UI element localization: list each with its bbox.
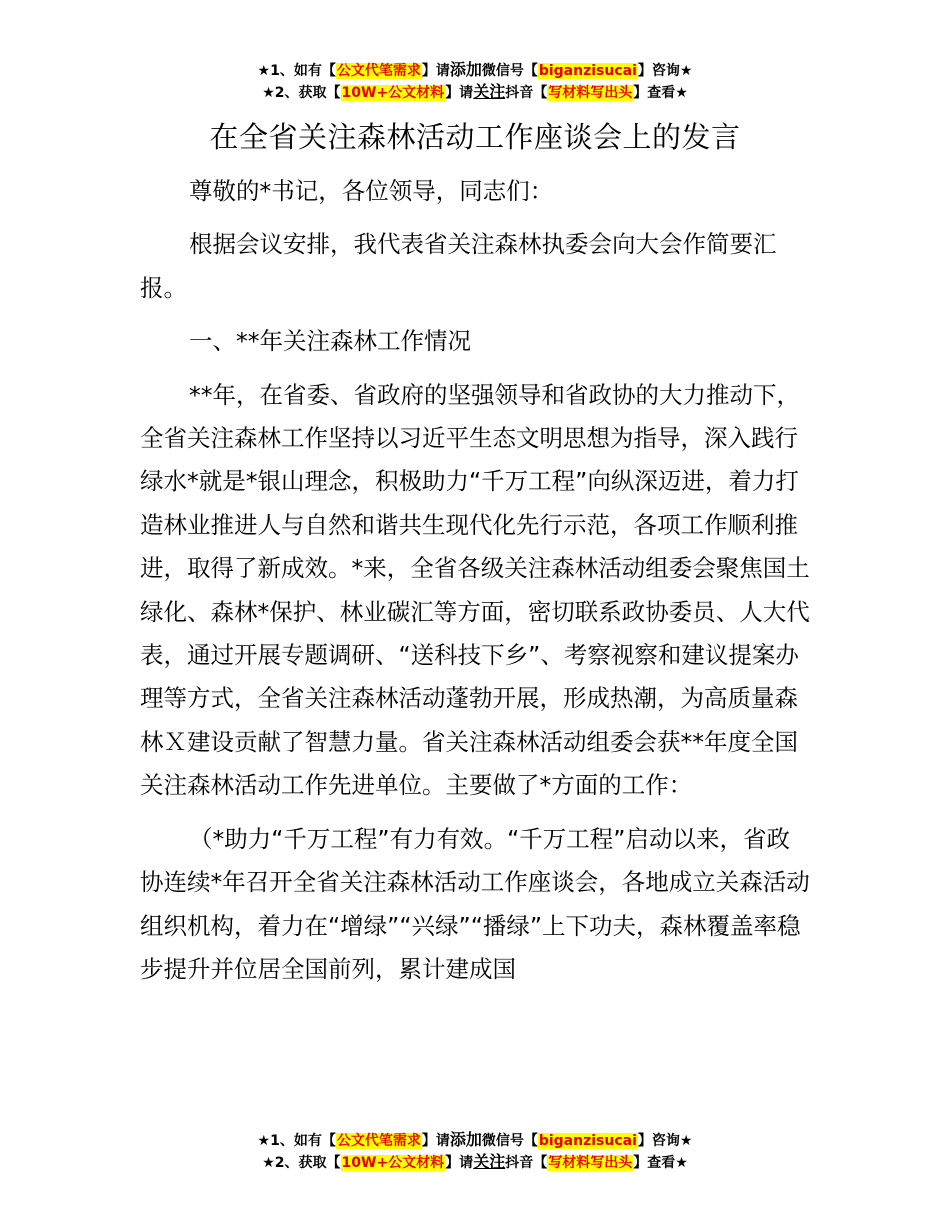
banner-text: 】请: [445, 1155, 474, 1171]
document-body: [140, 170, 812, 991]
banner-text: 】查看★: [633, 1155, 688, 1171]
banner-text: 】请: [445, 85, 474, 101]
header-banner: [0, 59, 950, 103]
banner-text: ★1、如有【: [257, 63, 336, 79]
banner-text: 】查看★: [633, 85, 688, 101]
banner-text: 抖音【: [505, 1155, 548, 1171]
banner-text: ★2、获取【: [262, 1155, 341, 1171]
footer-banner: [0, 1129, 950, 1173]
banner-text: 微信号【: [481, 1133, 538, 1149]
highlight-douyin: 写材料写出头: [548, 1155, 633, 1171]
salutation: 尊敬的*书记，各位领导，同志们：: [189, 177, 554, 205]
paragraph: 根据会议安排，我代表省关注森林执委会向大会作简要汇报。: [140, 230, 777, 302]
banner-emphasis: 添加: [449, 60, 482, 79]
banner-text: ★2、获取【: [262, 85, 341, 101]
banner-line-1: [0, 1129, 950, 1151]
document-title: 在全省关注森林活动工作座谈会上的发言: [209, 120, 741, 154]
banner-line-2: [0, 81, 950, 103]
banner-emphasis: 关注: [473, 1152, 506, 1171]
banner-emphasis: 关注: [473, 82, 506, 101]
highlight-materials: 10W+公文材料: [341, 1155, 445, 1171]
banner-text: 】请: [421, 1133, 450, 1149]
banner-line-2: [0, 1151, 950, 1173]
highlight-service: 公文代笔需求: [336, 63, 421, 79]
highlight-wechat-id: biganzisucai: [538, 63, 637, 79]
banner-line-1: [0, 59, 950, 81]
banner-text: 】请: [421, 63, 450, 79]
highlight-service: 公文代笔需求: [336, 1133, 421, 1149]
banner-emphasis: 添加: [449, 1130, 482, 1149]
banner-text: 】咨询★: [637, 1133, 693, 1149]
banner-text: ★1、如有【: [257, 1133, 336, 1149]
highlight-wechat-id: biganzisucai: [538, 1133, 637, 1149]
section-heading: 一、**年关注森林工作情况: [189, 327, 471, 356]
highlight-materials: 10W+公文材料: [341, 85, 445, 101]
banner-text: 微信号【: [481, 63, 538, 79]
highlight-douyin: 写材料写出头: [548, 85, 633, 101]
banner-text: 】咨询★: [637, 63, 693, 79]
paragraph: **年，在省委、省政府的坚强领导和省政协的大力推动下，全省关注森林工作坚持以习近平生态文明思想为指导，深入践行绿水*就是*银山理念，积极助力“千万工程”向纵深迈进，着力打造林业推进人与自然和谐共生现代化先行示范，各项工作顺利推进，取得了新成效。*来，全省各级关注森林活动组委会聚焦国土绿化、森林*保护、林业碳汇等方面，密切联系政协委员、人大代表，通过开展专题调研、“送科技下乡”、考察视察和建议提案办理等方式，全省关注森林活动蓬勃开展，形成热潮，为高质量森林Ｘ建设贡献了智慧力量。省关注森林活动组委会获**年度全国关注森林活动工作先进单位。主要做了*方面的工作：: [140, 380, 810, 800]
banner-text: 抖音【: [505, 85, 548, 101]
paragraph: （*助力“千万工程”有力有效。“千万工程”启动以来，省政协连续*年召开全省关注森林活动工作座谈会，各地成立关森活动组织机构，着力在“增绿”“兴绿”“播绿”上下功夫，森林覆盖率稳步提升并位居全国前列，累计建成国: [140, 824, 810, 983]
